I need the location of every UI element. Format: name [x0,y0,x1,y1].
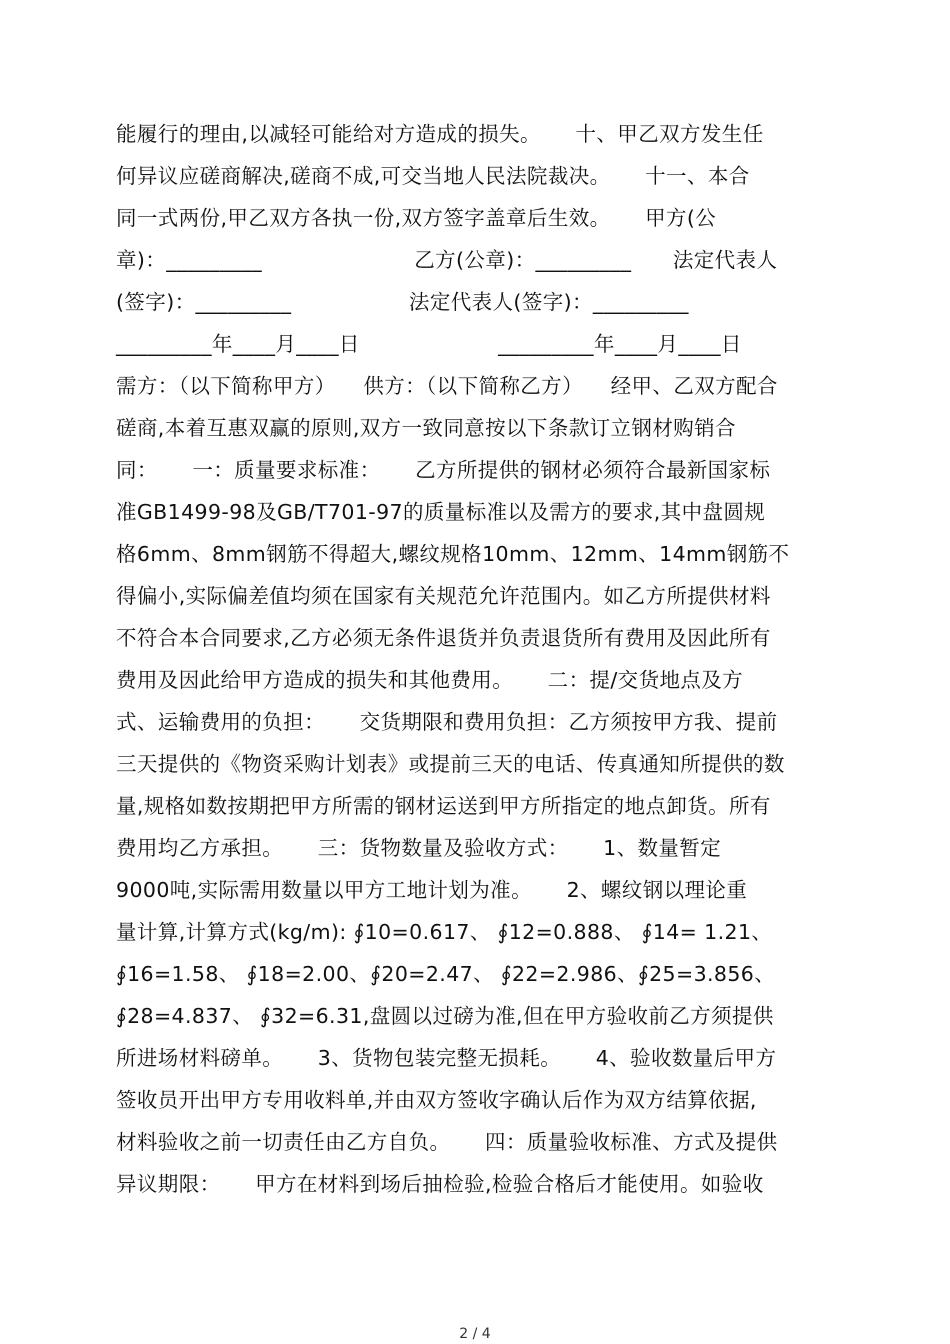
text-line: 式、运输费用的负担： 交货期限和费用负担：乙方须按甲方我、提前 [116,710,778,734]
text-line: 9000吨,实际需用数量以甲方工地计划为准。 2、螺纹钢以理论重 [116,878,748,902]
text-line: 准GB1499-98及GB/T701-97的质量标准以及需方的要求,其中盘圆规 [116,500,766,524]
text-line: 需方：（以下简称甲方） 供方：（以下简称乙方） 经甲、乙双方配合 [116,374,778,398]
text-line: 量,规格如数按期把甲方所需的钢材运送到甲方所指定的地点卸货。所有 [116,794,771,818]
text-line: 磋商,本着互惠双赢的原则,双方一致同意按以下条款订立钢材购销合 [116,416,736,440]
signature-line-representative: (签字)：_________ 法定代表人(签字)：_________ [116,290,689,314]
text-line: 能履行的理由,以减轻可能给对方造成的损失。 十、甲乙双方发生任 [116,122,764,146]
text-line: ∮16=1.58、 ∮18=2.00、∮20=2.47、 ∮22=2.986、∮25=3.856、 [116,962,776,986]
text-line: 同一式两份,甲乙双方各执一份,双方签字盖章后生效。 甲方(公 [116,206,717,230]
text-line: 格6mm、8mm钢筋不得超大,螺纹规格10mm、12mm、14mm钢筋不 [116,542,790,566]
text-line: ∮28=4.837、 ∮32=6.31,盘圆以过磅为准,但在甲方验收前乙方须提供 [116,1004,774,1028]
text-line: 费用及因此给甲方造成的损失和其他费用。 二：提/交货地点及方 [116,668,744,692]
text-line: 所进场材料磅单。 3、货物包装完整无损耗。 4、验收数量后甲方 [116,1046,777,1070]
text-line: 三天提供的《物资采购计划表》或提前三天的电话、传真通知所提供的数 [116,752,785,776]
text-line: 得偏小,实际偏差值均须在国家有关规范允许范围内。如乙方所提供材料 [116,584,771,608]
signature-line-date: _________年____月____日 _________年____月____日 [116,332,742,356]
signature-line-company-seal: 章)：_________ 乙方(公章)：_________ 法定代表人 [116,248,778,272]
text-line: 异议期限： 甲方在材料到场后抽检验,检验合格后才能使用。如验收 [116,1172,764,1196]
text-line: 材料验收之前一切责任由乙方自负。 四：质量验收标准、方式及提供 [116,1130,778,1154]
text-line: 同： 一：质量要求标准： 乙方所提供的钢材必须符合最新国家标 [116,458,771,482]
text-line: 量计算,计算方式(kg/m): ∮10=0.617、 ∮12=0.888、 ∮14= 1.21、 [116,920,773,944]
text-line: 费用均乙方承担。 三：货物数量及验收方式： 1、数量暂定 [116,836,722,860]
text-line: 签收员开出甲方专用收料单,并由双方签收字确认后作为双方结算依据, [116,1088,757,1112]
text-line: 何异议应磋商解决,磋商不成,可交当地人民法院裁决。 十一、本合 [116,164,750,188]
text-line: 不符合本合同要求,乙方必须无条件退货并负责退货所有费用及因此所有 [116,626,771,650]
page-number: 2 / 4 [459,1326,491,1342]
